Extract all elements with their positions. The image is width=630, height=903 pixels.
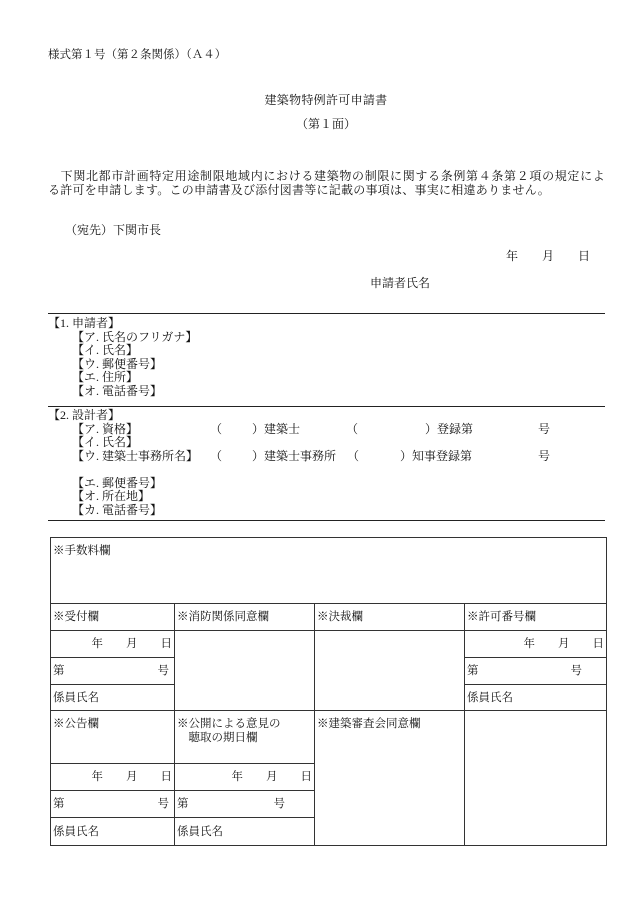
designer-office-row — [48, 450, 605, 464]
permit-number-header: ※許可番号欄 — [465, 604, 607, 631]
qualification-open-paren-2: （ — [346, 421, 359, 436]
applicant-name-field-label: 【イ. 氏名】 — [72, 343, 139, 357]
review-board-consent-label: ※建築審査会同意欄 — [317, 718, 421, 730]
fire-consent-header: ※消防関係同意欄 — [175, 604, 315, 631]
reception-header: ※受付欄 — [51, 604, 175, 631]
designer-name-label: 【イ. 氏名】 — [72, 435, 139, 449]
number-suffix: 号 — [157, 665, 169, 677]
hearing-date-header-line-2: 聴取の期日欄 — [188, 732, 258, 744]
office-name-label: 【ウ. 建築士事務所名】 — [72, 448, 199, 463]
applicant-postal-code-label: 【ウ. 郵便番号】 — [72, 356, 163, 371]
fee-label: ※手数料欄 — [53, 545, 111, 557]
declaration-line-2: る許可を申請します。この申請書及び添付図書等に記載の事項は、事実に相違ありません。 — [48, 183, 551, 197]
form-number: 様式第１号（第２条関係）（Ａ４） — [48, 49, 227, 61]
number-prefix: 第 — [177, 798, 189, 810]
applicant-address-label: 【エ. 住所】 — [72, 370, 139, 384]
office-number-suffix: 号 — [538, 448, 551, 463]
permit-date: 年 月 日 — [465, 631, 607, 658]
applicant-heading: 【1. 申請者】 — [48, 316, 121, 330]
permit-number — [465, 658, 607, 685]
number-prefix: 第 — [53, 665, 65, 677]
public-notice-number — [51, 791, 175, 818]
approval-field — [315, 631, 465, 711]
qualification-number-suffix: 号 — [538, 421, 551, 436]
addressee: （宛先）下関市長 — [65, 223, 162, 237]
public-notice-date: 年 月 日 — [51, 764, 175, 791]
office-governor-registration-text: ）知事登録第 — [400, 448, 473, 463]
hearing-date-header-line-1: ※公開による意見の — [177, 718, 281, 730]
applicant-section — [48, 317, 605, 398]
number-prefix: 第 — [53, 798, 65, 810]
reception-date: 年 月 日 — [51, 631, 175, 658]
designer-location-label: 【オ. 所在地】 — [72, 489, 151, 503]
hearing-date: 年 月 日 — [175, 764, 315, 791]
designer-qualification-row — [48, 423, 605, 437]
applicant-phone-label: 【オ. 電話番号】 — [72, 383, 163, 398]
hearing-number — [175, 791, 315, 818]
office-open-paren-2: （ — [347, 448, 360, 463]
application-date: 年 月 日 — [506, 249, 591, 263]
number-suffix: 号 — [157, 798, 169, 810]
office-use-table — [50, 537, 607, 846]
hearing-date-header — [175, 711, 315, 764]
blank-field — [465, 711, 607, 846]
reception-number — [51, 658, 175, 685]
fee-field — [51, 538, 607, 604]
designer-section — [48, 409, 605, 517]
document-title: 建築物特例許可申請書 — [264, 93, 388, 107]
public-notice-header: ※公告欄 — [51, 711, 175, 764]
designer-postal-code-label: 【エ. 郵便番号】 — [72, 475, 163, 490]
divider-top — [48, 313, 605, 314]
page-label: （第１面） — [295, 117, 356, 131]
office-architect-office-text: ）建築士事務所 — [252, 448, 337, 463]
fire-consent-field — [175, 631, 315, 711]
office-open-paren: （ — [210, 448, 223, 463]
divider-middle — [48, 406, 605, 407]
designer-heading: 【2. 設計者】 — [48, 408, 121, 422]
qualification-registration-text: ）登録第 — [425, 421, 474, 436]
number-suffix: 号 — [570, 665, 582, 677]
hearing-staff-name: 係員氏名 — [175, 818, 315, 846]
qualification-open-paren: （ — [210, 421, 223, 436]
public-notice-staff-name: 係員氏名 — [51, 818, 175, 846]
blank-line — [48, 463, 605, 477]
number-suffix: 号 — [273, 798, 285, 810]
qualification-label: 【ア. 資格】 — [72, 421, 139, 436]
reception-staff-name: 係員氏名 — [51, 685, 175, 711]
designer-phone-label: 【カ. 電話番号】 — [72, 502, 163, 517]
applicant-name-label: 申請者氏名 — [370, 276, 431, 290]
declaration-line-1: 下関北都市計画特定用途制限地域内における建築物の制限に関する条例第４条第２項の規定によ — [48, 169, 605, 183]
qualification-architect-text: ）建築士 — [252, 421, 301, 436]
approval-header: ※決裁欄 — [315, 604, 465, 631]
divider-bottom — [48, 520, 605, 521]
review-board-consent-field — [315, 711, 465, 846]
applicant-furigana-label: 【ア. 氏名のフリガナ】 — [72, 329, 198, 344]
permit-staff-name: 係員氏名 — [465, 685, 607, 711]
number-prefix: 第 — [467, 665, 479, 677]
